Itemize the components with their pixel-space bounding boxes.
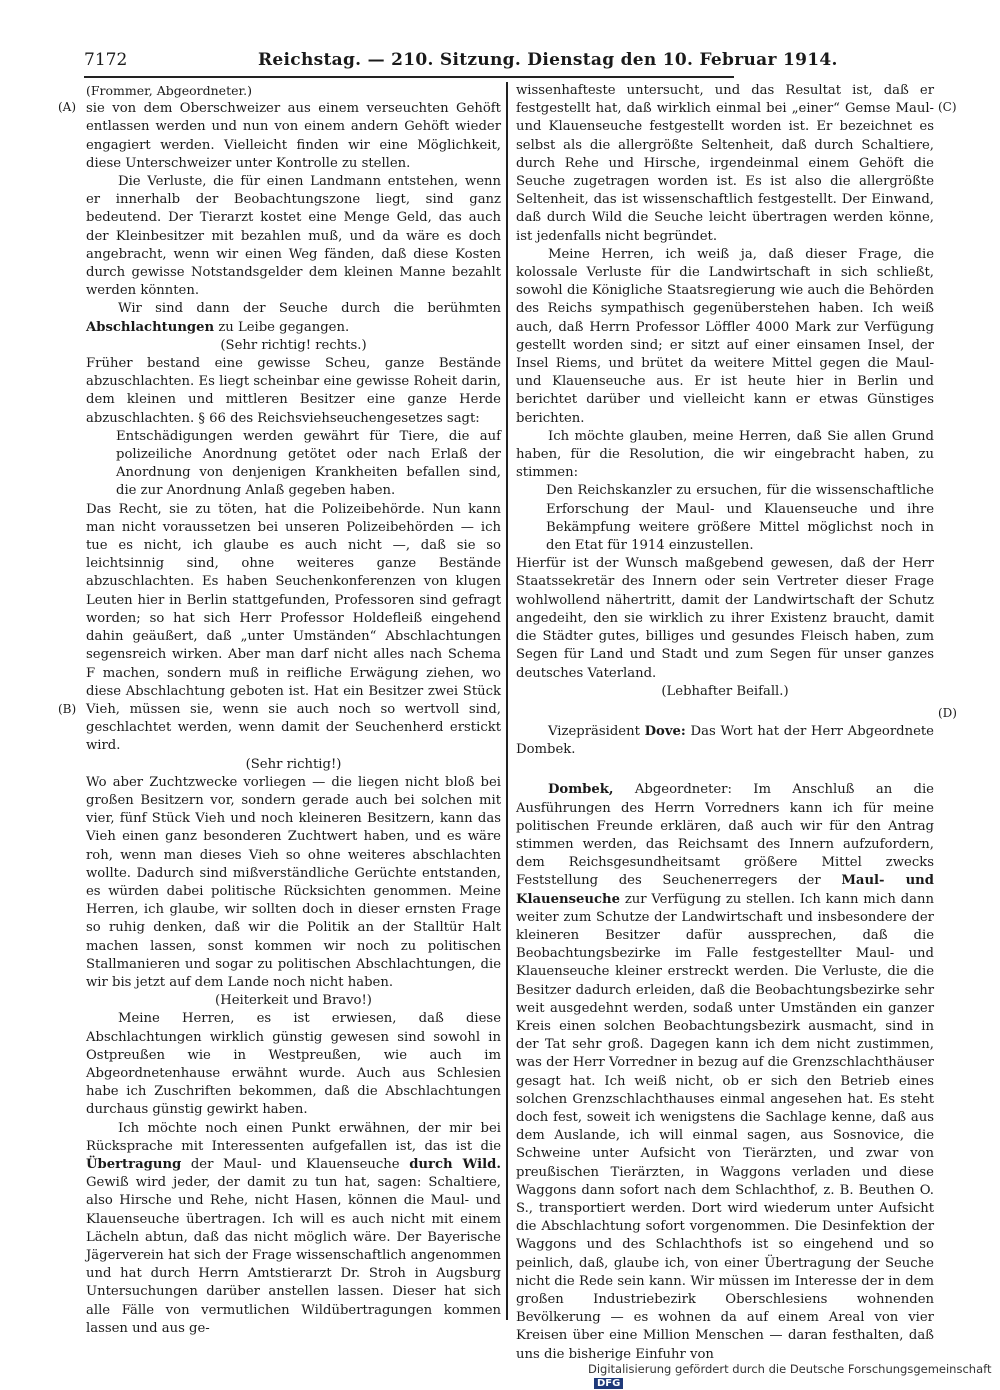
interjection: (Lebhafter Beifall.): [661, 683, 789, 699]
interjection: (Sehr richtig!): [245, 756, 342, 772]
paragraph: Das Recht, sie zu töten, hat die Polizeibehörde. Nun kann man nicht voraussetzen bei unseren Polizeibehörden — ich tue es nicht, ich glaube es auch nicht —, daß sie so leichtsinnig sind, ohne weiteres ganze Bestände abzuschlachten. Es haben Seuchenkonferenzen von klugen Leuten hier in Berlin stattgefunden, Professoren sind gefragt worden; so hat sich Herr Professor Holdefleiß eingehend dahin geäußert, daß „unter Umständen“ Abschlachtungen segensreich wirken. Aber man darf nicht alles nach Schema F machen, sondern muß in reifliche Erwägung ziehen, wo diese Abschlachtung geboten ist. Hat ein Besitzer zwei Stück Vieh, müssen sie, wenn sie auch noch so wertvoll sind, geschlachtet werden, wenn damit der Seuchenherd erstickt wird.: [86, 501, 501, 754]
running-head: Reichstag. — 210. Sitzung. Dienstag den 10. Februar 1914.: [258, 50, 838, 70]
paragraph: Meine Herren, ich weiß ja, daß dieser Frage, die kolossale Verluste für die Landwirtschaft in sich schließt, sowohl die Königliche Staatsregierung wie auch die Behörden des Reichs sympathisch gegenüberstehen haben. Ich weiß auch, daß Herrn Professor Löffler 4000 Mark zur Verfügung gestellt worden sind; er sitzt auf einer einsamen Insel, der Insel Riems, und brütet da weitere Mittel gegen die Maul- und Klauenseuche aus. Er ist heute hier in Berlin und berichtet darüber und vielleicht kann er etwas Günstiges berichten.: [516, 246, 934, 426]
vice-president-statement: Vizepräsident Dove: Das Wort hat der Herr Abgeordnete Dombek.: [516, 723, 934, 758]
left-column: [86, 82, 501, 1338]
paragraph: Hierfür ist der Wunsch maßgebend gewesen, daß der Herr Staatssekretär des Innern oder sein Vertreter dieser Frage wohlwollend nähertritt, damit der Landwirtschaft der Schutz angedeiht, den sie wirklich zu ihrer Existenz braucht, damit die Städter gutes, billiges und gesundes Fleisch haben, zum Segen für Land und Stadt und zum Segen für unser ganzes deutsches Vaterland.: [516, 556, 934, 681]
paragraph: wissenhafteste untersucht, und das Resultat ist, daß er festgestellt hat, daß wirklich einmal bei „einer“ Gemse Maul- und Klauenseuche festgestellt worden ist. Er bezeichnet es selbst als die allergrößte Seltenheit, daß durch Schaltiere, durch Rehe und Hirsche, irgendeinmal einem Gehöft die Seuche zugetragen worden ist. Es ist also die allergrößte Seltenheit, das ist wissenschaftlich festgestellt. Der Einwand, daß durch Wild die Seuche leicht übertragen werden könne, ist jedenfalls nicht begründet.: [516, 83, 934, 244]
speech-dombek: Dombek, Abgeordneter: Im Anschluß an die Ausführungen des Herrn Vorredners kann ich für meine politischen Freunde erklären, daß auch wir für den Antrag stimmen werden, das Reichsamt des Innern aufzufordern, dem Reichsgesundheitsamt größere Mittel zwecks Feststellung des Seuchenerregers der Maul- und Klauenseuche zur Verfügung zu stellen. Ich kann mich dann weiter zum Schutze der Landwirtschaft und insbesondere der kleineren Besitzer dafür aussprechen, daß die Beobachtungsbezirke im Falle festgestellter Maul- und Klauenseuche kleiner erstreckt werden. Die Verluste, die die Besitzer dadurch erleiden, daß die Beobachtungsbezirke sehr weit ausgedehnt werden, sodaß unter Umständen ein ganzer Kreis einen solchen Beobachtungsbezirk ausmacht, sind in der Tat sehr groß. Dagegen kann ich dem nicht zustimmen, was der Herr Vorredner in bezug auf die Grenzschlachthäuser gesagt hat. Ich weiß nicht, ob er sich den Betrieb eines solchen Grenzschlachthauses einmal angesehen hat. Es steht doch fest, soweit ich wenigstens die Sachlage kenne, daß aus dem Auslande, ich will einmal sagen, aus Sosnovice, die Schweine unter Aufsicht von Tierärzten, und zwar von preußischen Tierärzten, in Waggons verladen und diese Waggons dann sofort nach dem Schlachthof, z. B. Beuthen O. S., transportiert werden. Dort wird wiederum unter Aufsicht die Abschlachtung sofort vorgenommen. Die Desinfektion der Waggons und des Schlachthofs ist so eingehend und so peinlich, daß, glaube ich, von einer Übertragung der Seuche nicht die Rede sein kann. Wir müssen im Interesse der in dem großen Industriebezirk Oberschlesiens wohnenden Bevölkerung — es wohnen da auf einem Areal von vier Kreisen über eine Million Menschen — daran festhalten, daß uns die bisherige Einfuhr von: [516, 782, 934, 1362]
interjection: (Heiterkeit und Bravo!): [215, 993, 372, 1009]
resolution-quote: Den Reichskanzler zu ersuchen, für die wissenschaftliche Erforschung der Maul- und Klauenseuche und ihre Bekämpfung weitere größere Mittel möglichst noch in den Etat für 1914 einzustellen.: [546, 483, 934, 554]
right-column: [516, 82, 934, 1364]
footer-credit: [588, 1362, 1000, 1390]
paragraph: Wir sind dann der Seuche durch die berühmten Abschlachtungen zu Leibe gegangen.: [86, 301, 501, 335]
column-divider: [506, 82, 508, 1320]
interjection: (Sehr richtig! rechts.): [220, 337, 367, 353]
margin-mark-b: (B): [58, 702, 77, 716]
margin-mark-c: (C): [938, 100, 957, 114]
paragraph: Ich möchte noch einen Punkt erwähnen, der mir bei Rücksprache mit Interessenten aufgefallen ist, das ist die Übertragung der Maul- und Klauenseuche durch Wild. Gewiß wird jeder, der damit zu tun hat, sagen: Schaltiere, also Hirsche und Rehe, nicht Hasen, können die Maul- und Klauenseuche übertragen. Ich will es auch nicht mit einem Lächeln abtun, daß das nicht möglich wäre. Der Bayerische Jägerverein hat sich der Frage wissenschaftlich angenommen und hat durch Herrn Amtstierarzt Dr. Stroh in Augsburg Untersuchungen darüber anstellen lassen. Dieser hat sich alle Fälle von vermutlichen Wildübertragungen kommen lassen und aus ge-: [86, 1120, 501, 1336]
header-rule: [84, 76, 734, 78]
emphasis: Übertragung: [86, 1156, 182, 1172]
paragraph: Meine Herren, es ist erwiesen, daß diese Abschlachtungen wirklich günstig gewesen sind sowohl in Ostpreußen wie in Westpreußen, wie auch im Abgeordnetenhause erwähnt wurde. Auch aus Schlesien habe ich Zuschriften bekommen, daß die Abschlachtungen durchaus günstig gewirkt haben.: [86, 1011, 501, 1118]
emphasis: Abschlachtungen: [86, 319, 215, 335]
speaker-name: Dove:: [644, 723, 686, 739]
paragraph: sie von dem Oberschweizer aus einem verseuchten Gehöft entlassen werden und nun von einem andern Gehöft wieder engagiert werden. Vielleicht finden wir eine Möglichkeit, diese Unterschweizer unter Kontrolle zu stellen.: [86, 101, 501, 171]
speaker-note: (Frommer, Abgeordneter.): [86, 83, 252, 98]
emphasis: durch Wild.: [409, 1156, 501, 1172]
quotation: Entschädigungen werden gewährt für Tiere, die auf polizeiliche Anordnung getötet oder nach Erlaß der Anordnung von denjenigen Krankheiten befallen sind, die zur Anordnung Anlaß gegeben haben.: [116, 428, 501, 499]
footer-text: Digitalisierung gefördert durch die Deutsche Forschungsgemeinschaft: [588, 1362, 992, 1376]
dfg-logo: DFG: [594, 1378, 623, 1389]
speaker-name: Dombek,: [548, 782, 614, 798]
page-number: 7172: [84, 50, 128, 70]
emphasis: Maul- und Klauenseuche: [516, 873, 934, 907]
paragraph: Wo aber Zuchtzwecke vorliegen — die liegen nicht bloß bei großen Besitzern vor, sondern gerade auch bei solchen mit vier, fünf Stück Vieh und noch kleineren Besitzern, kann das Vieh einen ganz besonderen Zuchtwert haben, und es wäre roh, wenn man dieses Vieh so ohne weiteres abschlachten wollte. Dadurch sind mißverständliche Gerüchte entstanden, es würden dabei politische Rücksichten genommen. Meine Herren, ich glaube, wir sollten doch in dieser ernsten Frage so ruhig denken, daß wir die Politik an der Stalltür Halt machen lassen, sonst kommen wir noch zu politischen Stallmanieren und sogar zu politischen Abschlachtungen, die wir bis jetzt auf dem Lande noch nicht haben.: [86, 774, 501, 990]
page-header: [0, 50, 1000, 76]
margin-mark-d: (D): [938, 706, 957, 720]
paragraph: Früher bestand eine gewisse Scheu, ganze Bestände abzuschlachten. Es liegt scheinbar eine gewisse Roheit darin, dem kleinen und mittleren Besitzer eine ganze Herde abzuschlachten. § 66 des Reichsviehseuchengesetzes sagt:: [86, 356, 501, 426]
paragraph: Ich möchte glauben, meine Herren, daß Sie allen Grund haben, für die Resolution, die wir eingebracht haben, zu stimmen:: [516, 428, 934, 481]
paragraph: Die Verluste, die für einen Landmann entstehen, wenn er innerhalb der Beobachtungszone liegt, sind ganz bedeutend. Der Tierarzt kostet eine Menge Geld, das auch der Kleinbesitzer mit bezahlen muß, und da wäre es doch angebracht, wenn wir einen Weg fänden, daß diese Kosten durch gewisse Notstandsgelder dem kleinen Manne bezahlt werden könnten.: [86, 174, 501, 299]
margin-mark-a: (A): [58, 100, 77, 114]
